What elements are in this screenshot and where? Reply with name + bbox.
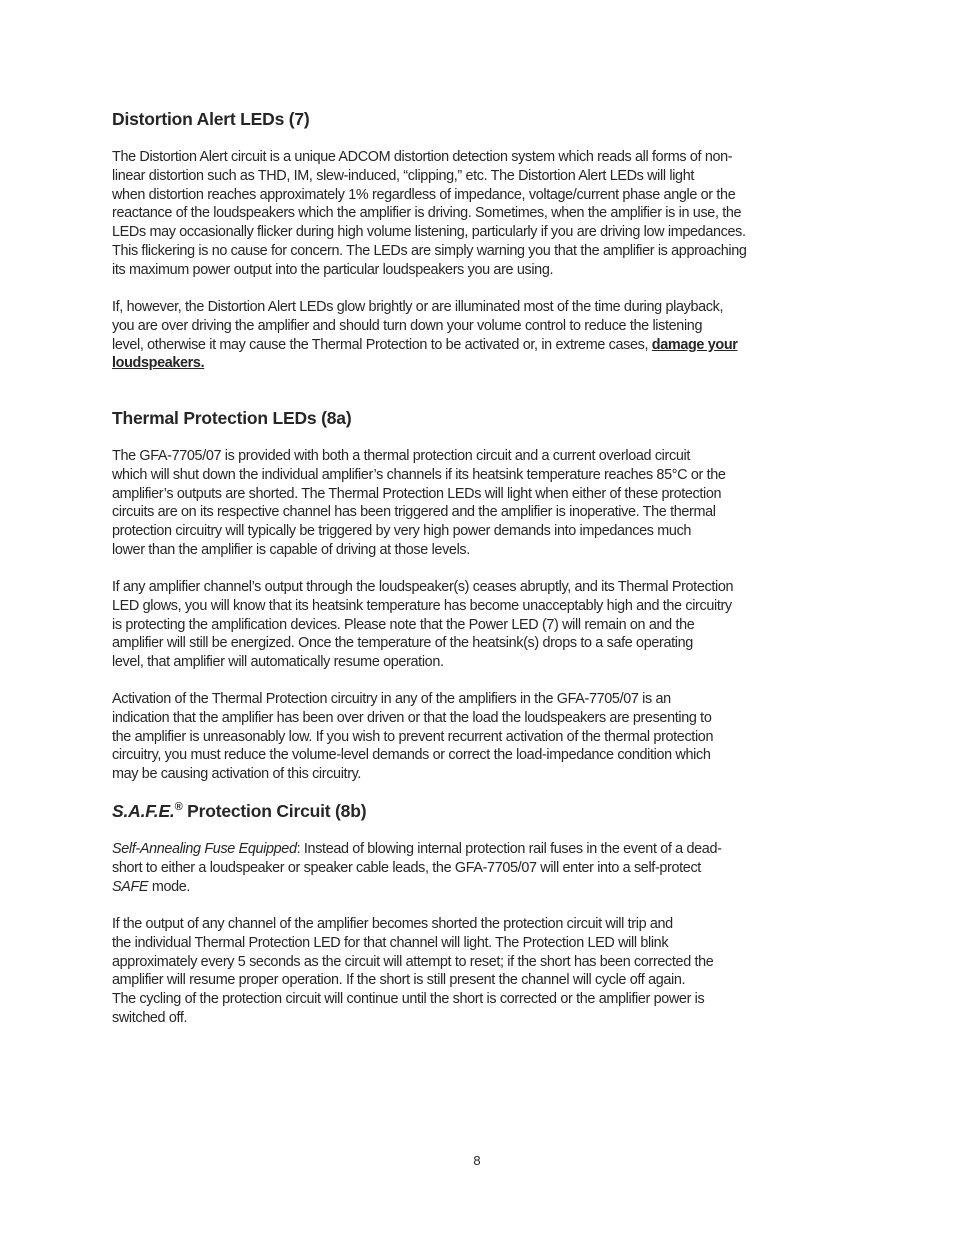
text-line: switched off.: [112, 1009, 188, 1026]
text-line: you are over driving the amplifier and should turn down your volume control to reduce the listening: [112, 317, 703, 334]
text-line: circuitry, you must reduce the volume-level demands or correct the load-impedance condition which: [112, 747, 711, 764]
text-line: approximately every 5 seconds as the circuit will attempt to reset; if the short has been corrected the: [112, 953, 714, 970]
paragraph-safe-2: [112, 915, 852, 1028]
text-line: protection circuitry will typically be triggered by very high power demands into impedances much: [112, 523, 692, 540]
text-line: [112, 840, 852, 859]
heading-distortion-alert: Distortion Alert LEDs (7): [112, 109, 310, 129]
text-line: If, however, the Distortion Alert LEDs glow brightly or are illuminated most of the time during playback,: [112, 299, 724, 315]
text-fragment: : Instead of blowing internal protection rail fuses in the event of a dead-: [296, 841, 722, 857]
text-line: when distortion reaches approximately 1% regardless of impedance, voltage/current phase angle or the: [112, 186, 736, 203]
page-number: 8: [473, 1153, 481, 1168]
text-fragment: mode.: [148, 878, 191, 895]
text-line: If the output of any channel of the amplifier becomes shorted the protection circuit will trip and: [112, 916, 673, 932]
warning-emphasis: damage your: [651, 336, 738, 353]
italic-lead: Self-Annealing Fuse Equipped: [112, 841, 297, 857]
text-line: may be causing activation of this circuitry.: [112, 766, 362, 783]
safe-acronym: S.A.F.E.: [112, 801, 175, 821]
text-line: is protecting the amplification devices. Please note that the Power LED (7) will remain on and the: [112, 616, 695, 633]
text-line: [112, 354, 852, 373]
text-line: reactance of the loudspeakers which the amplifier is driving. Sometimes, when the amplifier is in use, the: [112, 205, 742, 222]
text-line: amplifier will resume proper operation. If the short is still present the channel will cycle off again.: [112, 972, 686, 989]
text-line: the individual Thermal Protection LED for that channel will light. The Protection LED will blink: [112, 934, 669, 951]
paragraph-thermal-1: [112, 447, 852, 560]
registered-mark: ®: [174, 801, 183, 814]
paragraph-thermal-2: [112, 578, 852, 672]
text-line: [112, 336, 852, 355]
text-line: If any amplifier channel’s output through the loudspeaker(s) ceases abruptly, and its Thermal Protection: [112, 579, 734, 595]
text-line: indication that the amplifier has been over driven or that the load the loudspeakers are presenting to: [112, 709, 712, 726]
text-line: circuits are on its respective channel has been triggered and the amplifier is inoperative. The thermal: [112, 504, 716, 521]
heading-text: Protection Circuit (8b): [182, 801, 367, 821]
text-line: which will shut down the individual amplifier’s channels if its heatsink temperature reaches 85°C or the: [112, 466, 726, 483]
text-line: Activation of the Thermal Protection circuitry in any of the amplifiers in the GFA-7705/07 is an: [112, 691, 671, 707]
heading-safe-protection: [112, 801, 366, 822]
text-line: The Distortion Alert circuit is a unique ADCOM distortion detection system which reads all forms of non-: [112, 149, 733, 165]
text-line: lower than the amplifier is capable of driving at those levels.: [112, 541, 470, 558]
text-line: level, that amplifier will automatically resume operation.: [112, 654, 444, 671]
paragraph-safe-1: [112, 840, 852, 896]
text-line: amplifier will still be energized. Once the temperature of the heatsink(s) drops to a safe operating: [112, 635, 693, 652]
text-line: LEDs may occasionally flicker during high volume listening, particularly if you are driving low impedances.: [112, 224, 746, 241]
paragraph-distortion-2: [112, 298, 852, 373]
text-line: This flickering is no cause for concern. The LEDs are simply warning you that the amplifier is approaching: [112, 242, 747, 259]
paragraph-distortion-1: [112, 148, 852, 280]
text-line: [112, 878, 852, 897]
paragraph-thermal-3: [112, 690, 852, 784]
text-line: The GFA-7705/07 is provided with both a thermal protection circuit and a current overload circuit: [112, 448, 690, 464]
text-line: the amplifier is unreasonably low. If you wish to prevent recurrent activation of the thermal protection: [112, 728, 714, 745]
warning-emphasis: loudspeakers.: [112, 355, 205, 372]
text-line: The cycling of the protection circuit will continue until the short is corrected or the amplifier power is: [112, 991, 705, 1008]
text-line: amplifier’s outputs are shorted. The Thermal Protection LEDs will light when either of these protection: [112, 485, 722, 502]
text-line: its maximum power output into the particular loudspeakers you are using.: [112, 261, 554, 278]
text-line: short to either a loudspeaker or speaker cable leads, the GFA-7705/07 will enter into a self-protect: [112, 859, 701, 876]
text-line: LED glows, you will know that its heatsink temperature has become unacceptably high and the circuitry: [112, 597, 732, 614]
text-line: linear distortion such as THD, IM, slew-induced, “clipping,” etc. The Distortion Alert LEDs will light: [112, 167, 695, 184]
heading-thermal-protection: Thermal Protection LEDs (8a): [112, 408, 352, 428]
safe-word: SAFE: [112, 878, 149, 895]
text-fragment: level, otherwise it may cause the Thermal Protection to be activated or, in extreme cases,: [112, 336, 652, 353]
